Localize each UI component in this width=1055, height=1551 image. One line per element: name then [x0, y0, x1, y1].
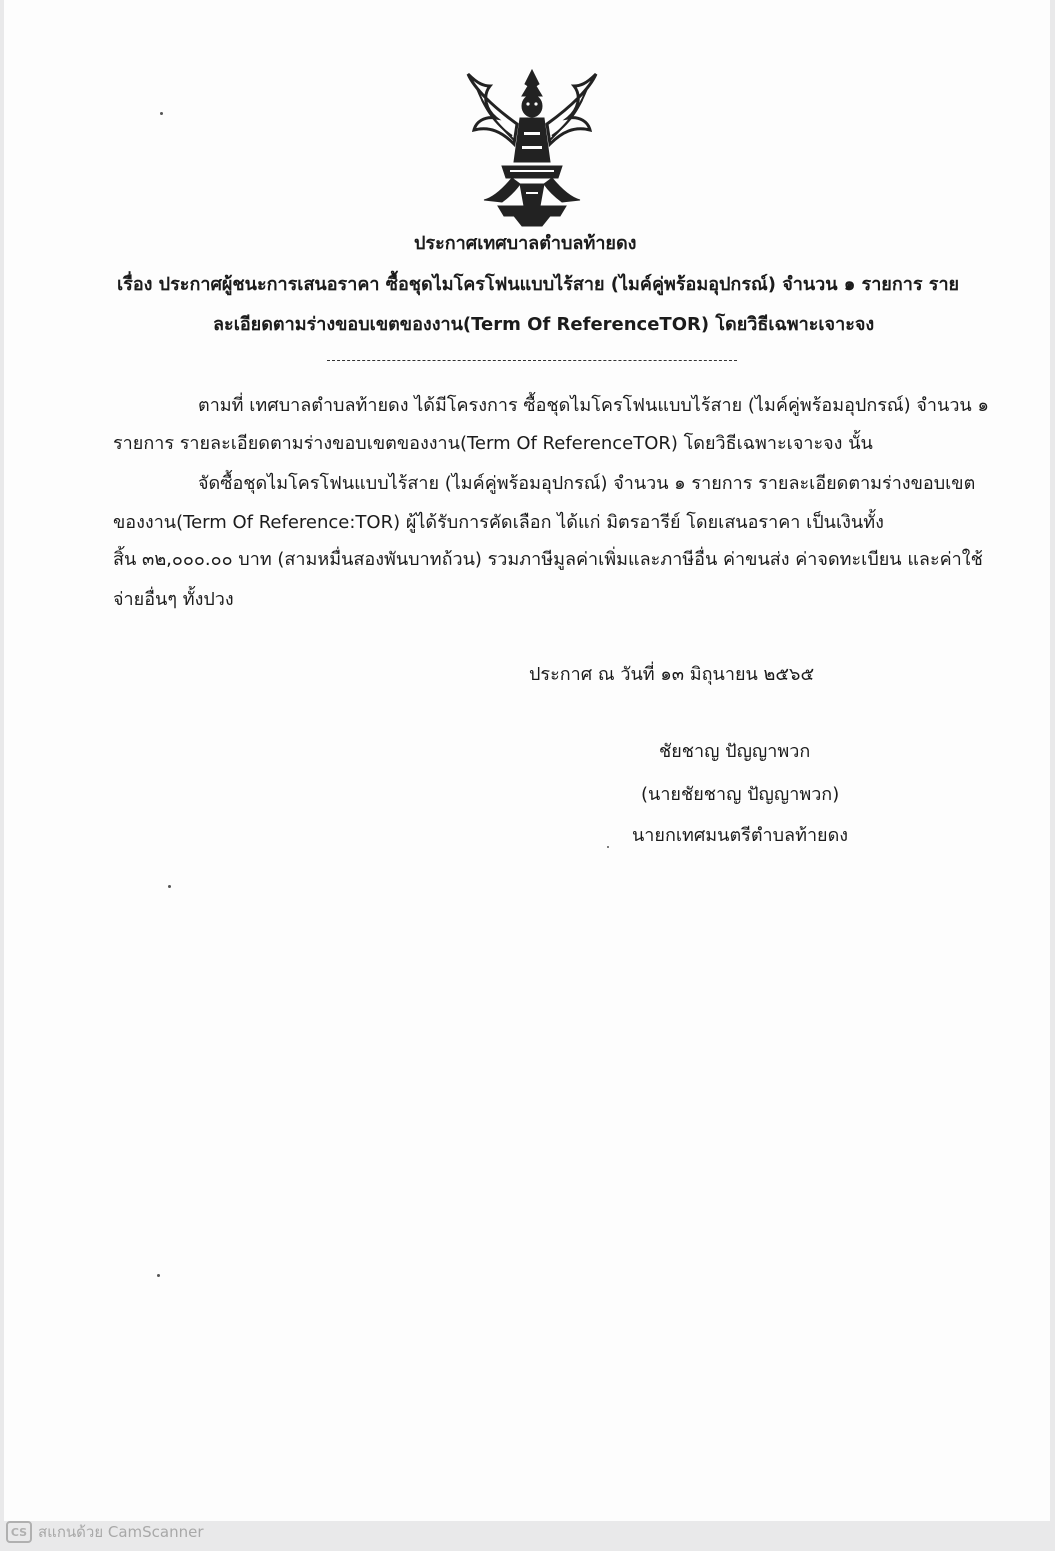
subject-line-1: เรื่อง ประกาศผู้ชนะการเสนอราคา ซื้อชุดไมโครโฟนแบบไร้สาย (ไมค์คู่พร้อมอุปกรณ์) จำนวน ๑ รายการ ราย — [117, 274, 960, 295]
scan-speck — [168, 885, 171, 888]
subject-line-2: ละเอียดตามร่างขอบเขตของงาน(Term Of ReferenceTOR) โดยวิธีเฉพาะเจาะจง — [213, 314, 875, 335]
signatory-position: นายกเทศมนตรีตำบลท้ายดง — [632, 825, 849, 846]
camscanner-logo-icon: CS — [6, 1521, 32, 1543]
paragraph-2-line-2: ของงาน(Term Of Reference:TOR) ผู้ได้รับการคัดเลือก ได้แก่ มิตรอารีย์ โดยเสนอราคา เป็นเงินทั้ง — [113, 512, 884, 533]
paragraph-1-line-2: รายการ รายละเอียดตามร่างขอบเขตของงาน(Term Of ReferenceTOR) โดยวิธีเฉพาะเจาะจง นั้น — [113, 433, 873, 454]
paragraph-2-line-1: จัดซื้อชุดไมโครโฟนแบบไร้สาย (ไมค์คู่พร้อมอุปกรณ์) จำนวน ๑ รายการ รายละเอียดตามร่างขอบเขต — [198, 473, 976, 494]
watermark-text: สแกนด้วย CamScanner — [38, 1523, 204, 1541]
scan-speck — [160, 112, 163, 115]
scan-speck — [157, 1274, 160, 1277]
document-page — [4, 0, 1050, 1521]
paragraph-2-line-3: สิ้น ๓๒,๐๐๐.๐๐ บาท (สามหมื่นสองพันบาทถ้วน) รวมภาษีมูลค่าเพิ่มและภาษีอื่น ค่าขนส่ง ค่าจดทะเบียน และค่าใช้ — [113, 549, 983, 570]
document-title: ประกาศเทศบาลตำบลท้ายดง — [414, 233, 637, 254]
separator-rule — [327, 360, 737, 361]
signature-name: ชัยชาญ ปัญญาพวก — [659, 741, 811, 762]
announcement-date: ประกาศ ณ วันที่ ๑๓ มิถุนายน ๒๕๖๕ — [529, 664, 815, 685]
scan-speck — [607, 846, 609, 848]
signatory-printed-name: (นายชัยชาญ ปัญญาพวก) — [641, 784, 840, 805]
garuda-emblem-icon — [462, 66, 602, 228]
camscanner-watermark — [6, 1521, 204, 1543]
paragraph-1-line-1: ตามที่ เทศบาลตำบลท้ายดง ได้มีโครงการ ซื้อชุดไมโครโฟนแบบไร้สาย (ไมค์คู่พร้อมอุปกรณ์) จำนวน ๑ — [198, 395, 989, 416]
paragraph-2-line-4: จ่ายอื่นๆ ทั้งปวง — [113, 589, 234, 610]
